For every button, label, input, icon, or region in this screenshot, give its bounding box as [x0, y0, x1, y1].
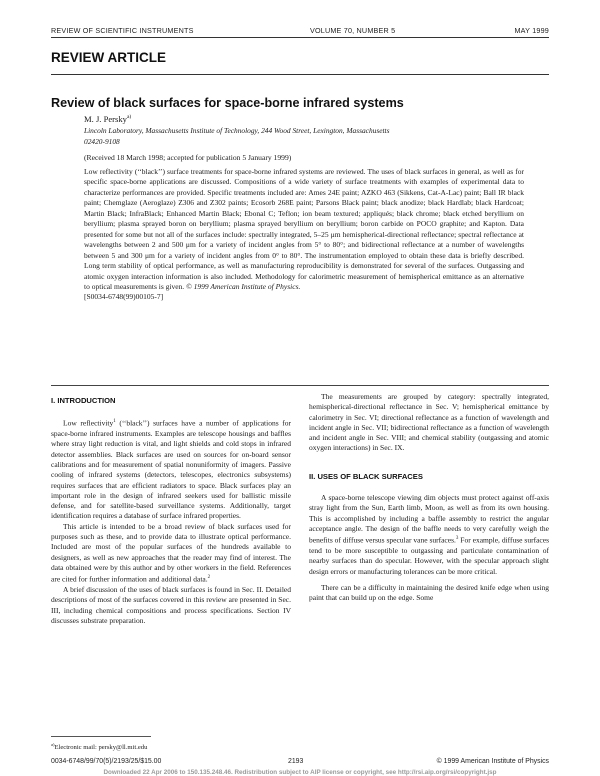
footnote-rule [51, 736, 151, 737]
abstract-text: Low reflectivity (‘‘black’’) surface treatments for space-borne infrared systems are reviewed. The uses of black surfaces in general, as well as for specific space-borne applications are discussed. Compositions of a wide variety of surface treatments with examples of experimental data to characterize performances are provided. Specific treatments included are: Ames 24E paint; AZKO 463 (Sikkens, Cat-A-Lac) paint; Ball IR black paint; Chemglaze (Aeroglaze) Z306 and Z302 paints; Ecosorb 268E paint; Parsons Black paint; black anodize; black Hardlab; black Hardcoat; Martin Black; InfraBlack; Enhanced Martin Black; Ebonal C; Teflon; ion beam textured; appliqués; black chrome; black etched beryllium on beryllium; plasma sprayed boron on beryllium; plasma sprayed beryllium on beryllium; boron carbide on POCO graphite; and Kapton. Data presented for some but not all of the surfaces include: spectrally integrated, 5–25 μm hemispherical-directional reflectance; spectral reflectance at wavelengths between 2 and 500 μm for a variety of incident angles from 5° to 80°; and bidirectional reflectance at a number of wavelengths between 5 and 300 μm for a variety of incident angles from 0° to 80°. The instrumentation employed to obtain these data is briefly described. Long term stability of optical performance, as well as manufacturing reproducibility is demonstrated for several of the surfaces. Outgassing and atomic oxygen interaction information is also included. Methodology for calorimetric measurement of hemispherical emittance as an alternative to optical measurements is given. [84, 167, 524, 291]
footer-copyright: © 1999 American Institute of Physics [436, 758, 549, 765]
footnote-mark: a) [51, 742, 55, 747]
intro-paragraph-1: Low reflectivity$^1$ (‘‘black’’) surfaces have a number of applications for space-borne infrared instruments. Examples are telescope housings and baffles where stray light reduction is vital, and light shields and cold stops in infrared detector assemblies. Black surfaces are used on sources for on-board sensor calibrations and for measurement of spatial nonuniformity of imagers. Passive cooling of infrared systems (detectors, telescopes, electronics subsystems) requires surfaces that are efficient radiators to space. Black surfaces play an important role in the design of infrared seekers used for ballistic missile defense, and for satellite-based surveillance systems. Additionally, target identification requires a database of surface infrared properties. [51, 418, 291, 521]
abstract [84, 167, 524, 303]
left-column [51, 396, 291, 626]
footnote-text: Electronic mail: persky@ll.mit.edu [54, 744, 148, 752]
abstract-copyright: © 1999 American Institute of Physics. [186, 281, 301, 291]
uses-heading: II. USES OF BLACK SURFACES [309, 471, 423, 481]
intro-paragraph-2: This article is intended to be a broad review of black surfaces used for purposes such as these, and to provide data to illustrate optical performance. Included are most of the popular surfaces of the hundreds available to designers, as well as new approaches that the reader may find of interest. The data obtained were by this author and by other workers in the field. References are cited for further information and additional data.$^2$ [51, 521, 291, 584]
journal-name: REVIEW OF SCIENTIFIC INSTRUMENTS [51, 26, 194, 35]
received-dates: (Received 18 March 1998; accepted for publication 5 January 1999) [84, 153, 292, 162]
author-name: M. J. Persky [84, 114, 127, 124]
abstract-doi: [S0034-6748(99)00105-7] [84, 292, 164, 302]
author-line [84, 114, 131, 124]
header-rule [51, 37, 549, 38]
affiliation-line-1: Lincoln Laboratory, Massachusetts Institute of Technology, 244 Wood Street, Lexington, Massachusetts [84, 126, 390, 135]
intro-paragraph-4: The measurements are grouped by category: spectrally integrated, hemispherical-directional reflectance in Sec. V; hemispherical emittance by calorimetry in Sec. VI; directional reflectance as a function of wavelength and incident angle in Sec. VII; bidirectional reflectance as a function of wavelength and incident angle in Sec. VIII; and chemical stability (outgassing and atomic oxygen interactions) in Sec. IX. [309, 392, 549, 453]
intro-paragraph-3: A brief discussion of the uses of black surfaces is found in Sec. II. Detailed descriptions of most of the surfaces covered in this review are presented in Sec. III, including chemical compositions and process specifications. Section IV discusses substrate preparation. [51, 585, 291, 625]
volume-number: VOLUME 70, NUMBER 5 [310, 26, 396, 35]
intro-heading: I. INTRODUCTION [51, 396, 116, 405]
issue-date: MAY 1999 [514, 26, 549, 35]
abstract-rule [51, 385, 549, 386]
uses-paragraph-1: A space-borne telescope viewing dim objects must protect against off-axis stray light from the Sun, Earth limb, Moon, as well as from its own housing. This is accomplished by including a baffle assembly to restrict the angular acceptance angle. The design of the baffle needs to very carefully weigh the benefits of diffuse versus specular vane surfaces.$^3$ For example, diffuse surfaces tend to be more susceptible to outgassing and particulate contamination of nearby surfaces than do specular. However, with the specular approach slight design errors or manufacturing tolerances can be more critical. [309, 493, 549, 576]
download-notice: Downloaded 22 Apr 2006 to 150.135.248.46. Redistribution subject to AIP license or copyright, see http://rsi.aip.org/rsi/copyright.jsp [103, 769, 497, 776]
footnote [51, 742, 147, 751]
right-column [309, 392, 549, 604]
article-type-rule [51, 74, 549, 75]
footer-code: 0034-6748/99/70(5)/2193/25/$15.00 [51, 758, 162, 765]
affiliation [84, 126, 524, 147]
author-footnote-mark: a) [126, 114, 132, 121]
article-type: REVIEW ARTICLE [51, 50, 167, 65]
page-number: 2193 [288, 758, 304, 765]
uses-paragraph-2: There can be a difficulty in maintaining the desired knife edge when using paint that can build up on the edge. Some [309, 582, 549, 603]
affiliation-line-2: 02420-9108 [84, 136, 120, 146]
article-title: Review of black surfaces for space-borne infrared systems [51, 96, 404, 110]
